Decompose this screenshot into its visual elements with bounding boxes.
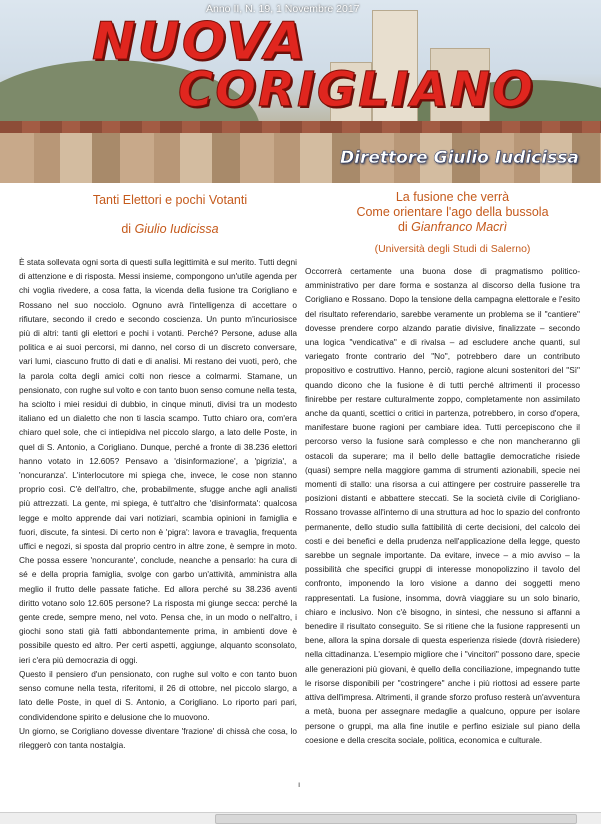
right-byline-prefix: di [397, 220, 408, 234]
right-article-body [305, 264, 580, 747]
right-article-affiliation: (Università degli Studi di Salerno) [374, 243, 531, 255]
right-byline-name: Gianfranco Macrì [411, 220, 508, 234]
left-paragraph: È stata sollevata ogni sorta di questi sulla legittimità e sul merito. Tutti degni di attenzione e di risposta. Messi insieme, compongono un'utile agenda per chi voglia rivedere, a cosa fatta, la vicenda della fusione tra Corigliano e Rossano nel suo nocciolo. Ognuno avrà l'intelligenza di accettare o rifiutare, secondo il credo e secondo coscienza. Un punto m'incuriosisce più di altri: tanti gli elettori e pochi i votanti. Perché? Persone, aduse alla politica e ai suoi percorsi, mi danno, nel corso di un discreto conversare, vari lumi, ciascuno frutto di dati e di analisi. Mi restano dei vuoti, però, che la parola colta degli amici colti non riesce a colmarmi. Stamane, un pensionato, con rughe sul volto e con tanto buon senso comune nella testa, ha sciolto i miei residui di dubbio, in cinque minuti, divisi tra un modesto italiano ed un dialetto che non ti lascia scampo. Tutto chiaro ora, com'era chiaro quel sole, che ci intiepidiva nel piccolo slargo, a lato delle Poste, in quel di S. Antonio, a Corigliano. Dunque, perché a fronte di 38.236 elettori hanno votato in 12.605? Pensavo a 'disinformazione', a 'pigrizia', a 'noncuranza'. L'interlocutore mi spiega che, invece, le cose non stanno proprio così. C'è dell'altro, che, probabilmente, sfugge anche agli analisti più attrezzati. La gente, mi spiega, è tutt'altro che 'disinformata': qualcosa legge e molto apprende dai vari notiziari, scambia opinioni in famiglia e fuori, discute, fa sintesi. Di certo non è 'pigra': lavora e travaglia, frequenta uffici e negozi, si sposta dal proprio centro in altre zone, è sempre in moto. Che possa essere 'noncurante', conclude, neanche a pensarlo: ha cura di sé e della propria famiglia, svolge con garbo un'attività, amministra alla meglio il frutto delle passate fatiche. Ed allora perché su 38.236 aventi diritto votano solo 12.605 persone? La risposta mi giunge secca: perché la gente crede, sempre meno, nel voto. Pensa che, in un modo o nell'altro, i giochi sono stati già fatti abbondantemente prima, in ambienti dove è possibile questo ed altro. Per certi aspetti, aggiunge, alquanto sconsolato, ieri c'era più democrazia di oggi. [19, 257, 297, 665]
left-article-body [19, 255, 297, 752]
director-line: Direttore Giulio Iudicissa [340, 148, 579, 168]
right-article-byline [325, 220, 580, 235]
newspaper-title-line1: NUOVA [92, 12, 308, 72]
left-paragraph: Questo il pensiero d'un pensionato, con rughe sul volto e con tanto buon senso comune nella testa, riferitomi, il 26 di ottobre, nel piccolo slargo, a lato delle Poste, in quel di S. Antonio, a Corigliano. Lo riporto pari pari, condividendone spirito e delusione che lo muovono. [19, 668, 297, 722]
left-byline-name: Giulio Iudicissa [134, 222, 219, 236]
newspaper-title-line2: CORIGLIANO [178, 62, 535, 118]
horizontal-scrollbar[interactable] [0, 812, 601, 824]
right-article-kicker: La fusione che verrà [395, 190, 510, 204]
left-paragraph: Un giorno, se Corigliano dovesse diventare 'frazione' di chissà che cosa, lo rileggerò con tanta nostalgia. [19, 725, 297, 750]
page-mark: ı [298, 780, 301, 789]
left-article-byline [60, 222, 280, 236]
issue-line: Anno II, N. 19, 1 Novembre 2017 [206, 3, 360, 15]
right-paragraph: Occorrerà certamente una buona dose di pragmatismo politico-amministrativo per dare forma e sostanza al discorso della fusione tra Corigliano e Rossano. Dopo la tensione della campagna elettorale e l'esito del risultato referendario, sarebbe veramente un problema se il "cantiere" dovesse prendere corpo alzando paratie divisive, finalizzate – secondo una logica "vendicativa" e di rivalsa – ad escludere anche quanti, sul variegato fronte contrario del "No", potrebbero dare un contributo propositivo e costruttivo. Hanno, perciò, ragione alcuni sostenitori del "Sì" quando dicono che la fusione è di tutti perché altrimenti il processo finirebbe per restare culturalmente zoppo, completamente non assimilato anche da quanti, scettici o critici in partenza, potrebbero, in corso d'opera, manifestare buone ragioni per cambiare idea. Tutti percepiscono che il percorso verso la fusione sarà complesso e che non mancheranno gli ostacoli da superare; ma il bello delle battaglie democratiche risiede (quasi) sempre nella maggiore gamma di strumenti azionabili, specie nei momenti di stallo: una risorsa a cui attingere per costruire passerelle tra posizioni distanti e abbattere steccati. Se la società civile di Corigliano-Rossano trovasse all'interno di una struttura ad hoc lo spazio del confronto permanente, dello studio sulla fattibilità di certe decisioni, del calcolo dei costi e dei benefici e della prudenza nell'applicazione della legge, questo sarebbe un segnale importante. Da evitare, invece – a mio avviso – la possibilità che specifici gruppi di interesse monopolizzino il tavolo del confronto, imponendo la loro visione a danno dei soggetti meno rappresentati. La fusione, insomma, dovrà viaggiare su un solo binario, chiaro e inclusivo. Non c'è bisogno, in sintesi, che nessuno si affanni a benedire il risultato conseguito. Se si ritiene che la fusione rappresenti un bene, allora la spina dorsale di questa esperienza risiede (dovrà risiedere) nella cittadinanza. L'esempio migliore che i "vincitori" possono dare, specie alle generazioni più giovani, è quello della conciliazione, impegnando tutte le risorse disponibili per "costringere" anche i più riottosi ad essere parte attiva dell'impresa. Altrimenti, il grande sforzo profuso resterà un'avventura a metà, buona per assegnare medaglie a qualcuno, oppure per isolare persone o gruppi, ma alla fine inutile e perfino esiziale sul piano della coesione e della crescita sociale, politica, economica e culturale. [305, 266, 580, 745]
left-byline-prefix: di [121, 222, 132, 236]
right-article-headline: Come orientare l'ago della bussola [356, 205, 549, 219]
masthead [0, 0, 601, 183]
left-article-headline: Tanti Elettori e pochi Votanti [92, 193, 248, 207]
